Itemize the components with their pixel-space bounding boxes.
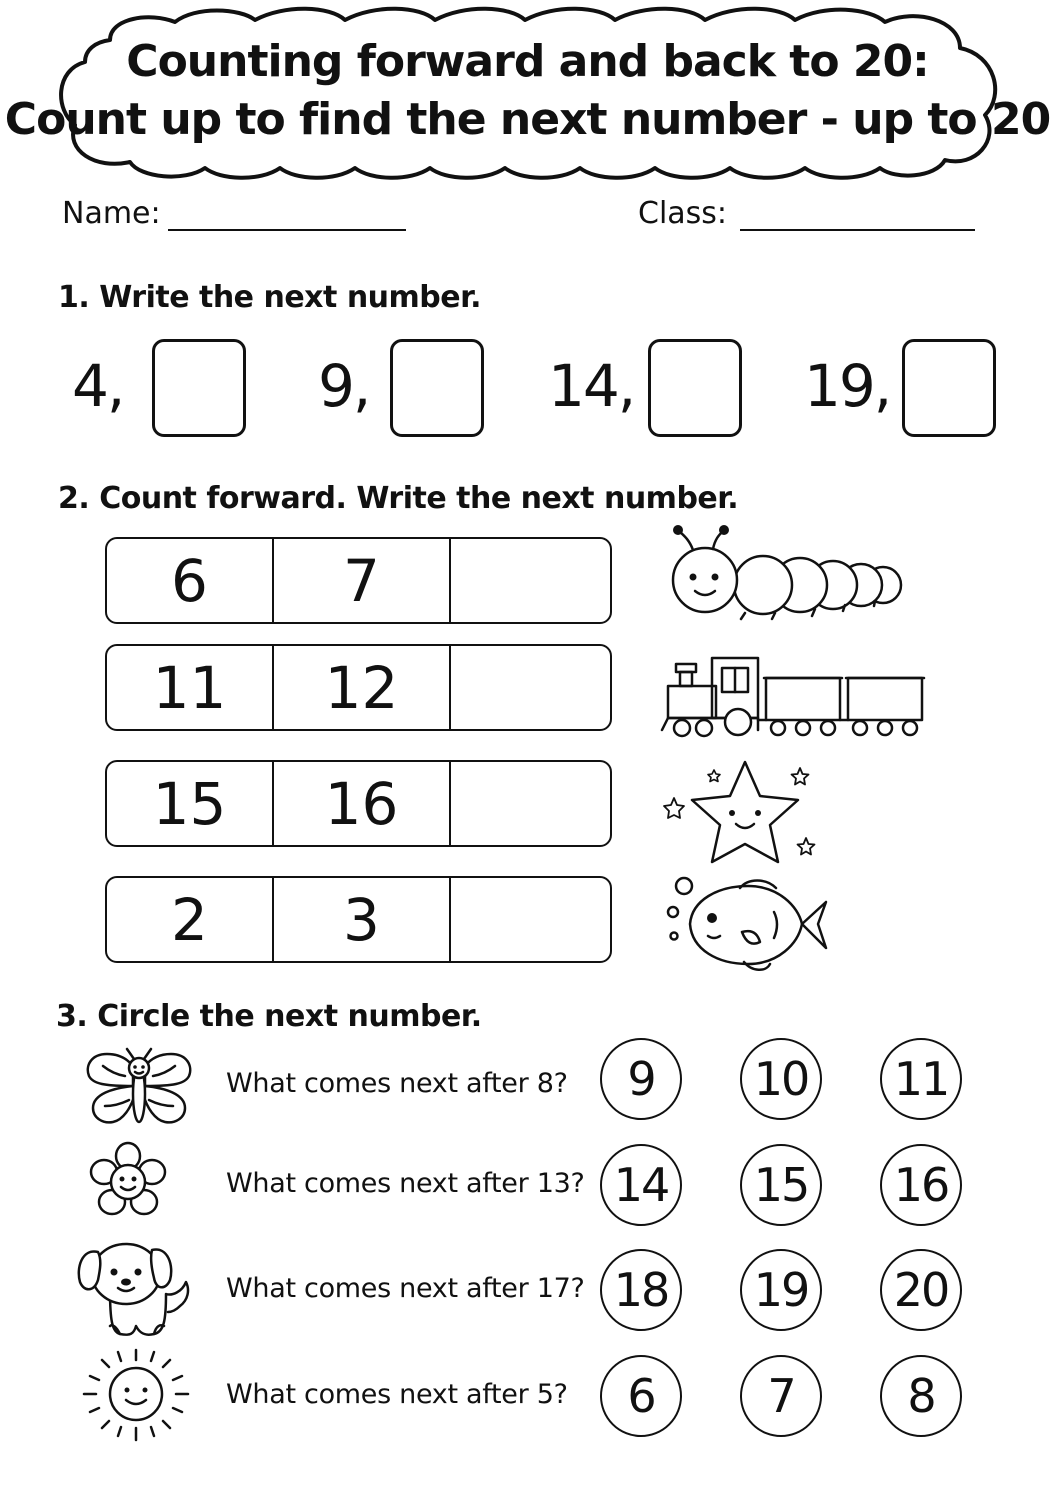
q1-number: 14, bbox=[548, 352, 635, 420]
caterpillar-icon bbox=[665, 525, 915, 625]
choice-circle[interactable]: 14 bbox=[600, 1144, 682, 1226]
sequence-answer-cell[interactable] bbox=[451, 646, 610, 729]
choice-circle[interactable]: 10 bbox=[740, 1038, 822, 1120]
title-cloud-frame bbox=[0, 0, 1055, 180]
q1-answer-box[interactable] bbox=[390, 339, 484, 437]
sequence-cell: 6 bbox=[107, 539, 274, 622]
section-3-heading: 3. Circle the next number. bbox=[56, 999, 482, 1034]
choice-circle[interactable]: 9 bbox=[600, 1038, 682, 1120]
title-line-1: Counting forward and back to 20: bbox=[126, 36, 929, 87]
butterfly-icon bbox=[85, 1046, 195, 1130]
title-line-2: Count up to find the next number - up to 20 bbox=[4, 94, 1051, 145]
sequence-cell: 11 bbox=[107, 646, 274, 729]
question-text: What comes next after 8? bbox=[226, 1068, 568, 1099]
q1-answer-box[interactable] bbox=[152, 339, 246, 437]
name-field[interactable] bbox=[168, 229, 406, 231]
class-label: Class: bbox=[638, 196, 728, 231]
sequence-answer-cell[interactable] bbox=[451, 878, 610, 961]
puppy-icon bbox=[76, 1230, 194, 1340]
choice-circle[interactable]: 7 bbox=[740, 1355, 822, 1437]
choice-circle[interactable]: 18 bbox=[600, 1249, 682, 1331]
q1-number: 4, bbox=[72, 352, 124, 420]
choice-circle[interactable]: 11 bbox=[880, 1038, 962, 1120]
sequence-cell: 2 bbox=[107, 878, 274, 961]
question-text: What comes next after 5? bbox=[226, 1379, 568, 1410]
sequence-cell: 3 bbox=[274, 878, 451, 961]
sequence-answer-cell[interactable] bbox=[451, 539, 610, 622]
sun-icon bbox=[82, 1346, 192, 1444]
sequence-row bbox=[105, 876, 612, 963]
choice-circle[interactable]: 6 bbox=[600, 1355, 682, 1437]
star-icon bbox=[660, 758, 820, 868]
sequence-row bbox=[105, 537, 612, 624]
q1-answer-box[interactable] bbox=[902, 339, 996, 437]
choice-circle[interactable]: 19 bbox=[740, 1249, 822, 1331]
name-label: Name: bbox=[62, 196, 161, 231]
choice-circle[interactable]: 20 bbox=[880, 1249, 962, 1331]
question-text: What comes next after 13? bbox=[226, 1168, 585, 1199]
choice-circle[interactable]: 15 bbox=[740, 1144, 822, 1226]
class-field[interactable] bbox=[740, 229, 975, 231]
sequence-row bbox=[105, 644, 612, 731]
question-text: What comes next after 17? bbox=[226, 1273, 585, 1304]
sequence-answer-cell[interactable] bbox=[451, 762, 610, 845]
sequence-cell: 12 bbox=[274, 646, 451, 729]
section-2-heading: 2. Count forward. Write the next number. bbox=[58, 481, 739, 516]
sequence-row bbox=[105, 760, 612, 847]
q1-number: 19, bbox=[804, 352, 891, 420]
q1-answer-box[interactable] bbox=[648, 339, 742, 437]
train-icon bbox=[660, 650, 930, 745]
fish-icon bbox=[660, 872, 835, 982]
choice-circle[interactable]: 16 bbox=[880, 1144, 962, 1226]
sequence-cell: 7 bbox=[274, 539, 451, 622]
sequence-cell: 16 bbox=[274, 762, 451, 845]
q1-number: 9, bbox=[318, 352, 370, 420]
flower-icon bbox=[88, 1142, 170, 1222]
sequence-cell: 15 bbox=[107, 762, 274, 845]
section-1-heading: 1. Write the next number. bbox=[58, 280, 482, 315]
choice-circle[interactable]: 8 bbox=[880, 1355, 962, 1437]
